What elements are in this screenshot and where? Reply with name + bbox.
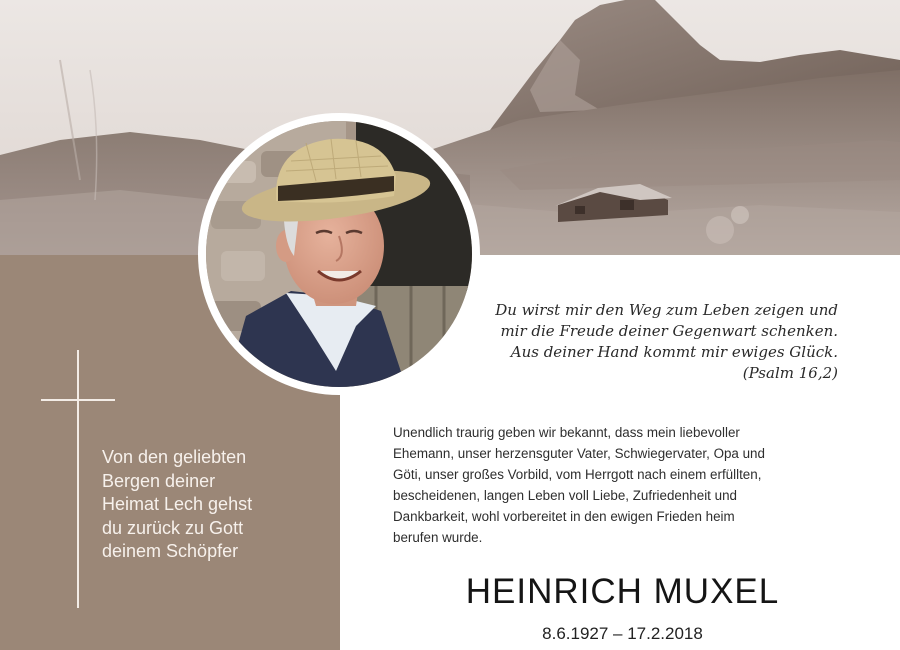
quote-line: Aus deiner Hand kommt mir ewiges Glück. (510, 343, 838, 361)
farewell-verse-line: du zurück zu Gott (102, 517, 244, 538)
announcement-line: Göti, unser großes Vorbild, vom Herrgott nach einem erfüllten, (393, 467, 762, 482)
farewell-verse-line: deinem Schöpfer (102, 541, 239, 561)
deceased-name: HEINRICH MUXEL (465, 572, 780, 611)
bible-quote (495, 300, 838, 384)
farewell-verse (102, 446, 332, 564)
cross-icon (77, 350, 79, 608)
quote-line: mir die Freude deiner Gegenwart schenken. (500, 322, 838, 340)
life-dates: 8.6.1927 – 17.2.2018 (542, 624, 703, 643)
quote-line: Du wirst mir den Weg zum Leben zeigen und (495, 301, 838, 319)
farewell-verse-line: Bergen deiner (102, 470, 216, 491)
portrait-photo (198, 113, 480, 395)
farewell-verse-line: Heimat Lech gehst (102, 494, 253, 514)
quote-reference: (Psalm 16,2) (742, 364, 838, 382)
announcement-line: berufen wurde. (393, 530, 483, 545)
announcement-text (393, 422, 863, 548)
announcement-line: Dankbarkeit, wohl vorbereitet in den ewigen Frieden heim (393, 509, 735, 524)
announcement-line: Unendlich traurig geben wir bekannt, dass mein liebevoller (393, 425, 740, 440)
announcement-line: bescheidenen, langen Leben voll Liebe, Zufriedenheit und (393, 488, 737, 503)
cross-icon-bar (41, 399, 115, 401)
farewell-verse-line: Von den geliebten (102, 447, 247, 467)
announcement-line: Ehemann, unser herzensguter Vater, Schwiegervater, Opa und (393, 446, 765, 461)
